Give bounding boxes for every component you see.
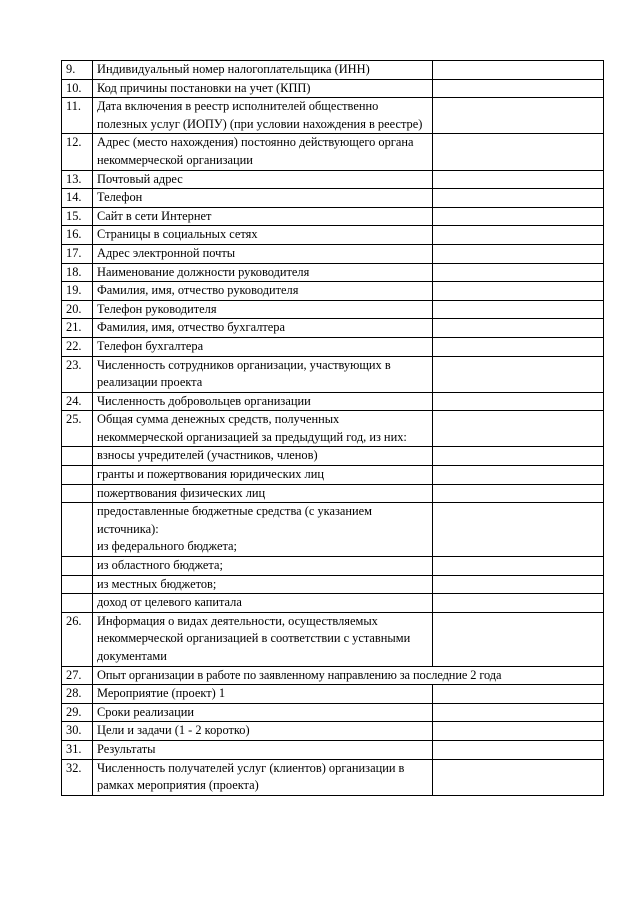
row-number: 22.	[62, 337, 93, 356]
table-row	[62, 189, 604, 208]
value-field[interactable]	[433, 557, 604, 576]
row-number: 12.	[62, 134, 93, 170]
value-field[interactable]	[433, 703, 604, 722]
row-label: Наименование должности руководителя	[93, 263, 433, 282]
table-row	[62, 411, 604, 447]
row-label: Информация о видах деятельности, осуществляемых некоммерческой организацией в соответствии с уставными документами	[93, 612, 433, 666]
row-label: Фамилия, имя, отчество бухгалтера	[93, 319, 433, 338]
table-row	[62, 666, 604, 685]
table-row	[62, 244, 604, 263]
value-field[interactable]	[433, 134, 604, 170]
row-label: доход от целевого капитала	[93, 594, 433, 613]
row-number: 28.	[62, 685, 93, 704]
table-row	[62, 134, 604, 170]
row-number: 13.	[62, 170, 93, 189]
row-number: 9.	[62, 61, 93, 80]
table-row	[62, 356, 604, 392]
value-field[interactable]	[433, 263, 604, 282]
value-field[interactable]	[433, 575, 604, 594]
table-row	[62, 740, 604, 759]
row-number	[62, 575, 93, 594]
row-number: 15.	[62, 207, 93, 226]
table-row	[62, 503, 604, 557]
value-field[interactable]	[433, 740, 604, 759]
row-number: 14.	[62, 189, 93, 208]
row-label: Код причины постановки на учет (КПП)	[93, 79, 433, 98]
table-row	[62, 759, 604, 795]
row-label: гранты и пожертвования юридических лиц	[93, 466, 433, 485]
value-field[interactable]	[433, 466, 604, 485]
row-number	[62, 594, 93, 613]
row-number: 24.	[62, 392, 93, 411]
row-number: 30.	[62, 722, 93, 741]
value-field[interactable]	[433, 685, 604, 704]
row-label: Цели и задачи (1 - 2 коротко)	[93, 722, 433, 741]
row-number: 27.	[62, 666, 93, 685]
row-label: из областного бюджета;	[93, 557, 433, 576]
row-label: из местных бюджетов;	[93, 575, 433, 594]
table-row	[62, 612, 604, 666]
row-label: Мероприятие (проект) 1	[93, 685, 433, 704]
row-number	[62, 557, 93, 576]
value-field[interactable]	[433, 319, 604, 338]
value-field[interactable]	[433, 392, 604, 411]
row-number: 20.	[62, 300, 93, 319]
row-label: Страницы в социальных сетях	[93, 226, 433, 245]
row-label: Телефон руководителя	[93, 300, 433, 319]
row-number: 10.	[62, 79, 93, 98]
value-field[interactable]	[433, 447, 604, 466]
row-label: Численность сотрудников организации, участвующих в реализации проекта	[93, 356, 433, 392]
row-label: Почтовый адрес	[93, 170, 433, 189]
row-label: предоставленные бюджетные средства (с указанием источника): из федерального бюджета;	[93, 503, 433, 557]
table-row	[62, 170, 604, 189]
table-row	[62, 484, 604, 503]
row-label: Численность получателей услуг (клиентов) организации в рамках мероприятия (проекта)	[93, 759, 433, 795]
table-row	[62, 61, 604, 80]
row-label: Телефон	[93, 189, 433, 208]
row-label: Сайт в сети Интернет	[93, 207, 433, 226]
table-row	[62, 447, 604, 466]
value-field[interactable]	[433, 226, 604, 245]
row-number: 23.	[62, 356, 93, 392]
row-number: 18.	[62, 263, 93, 282]
row-number: 25.	[62, 411, 93, 447]
value-field[interactable]	[433, 300, 604, 319]
row-number	[62, 484, 93, 503]
value-field[interactable]	[433, 207, 604, 226]
row-label: Опыт организации в работе по заявленному направлению за последние 2 года	[93, 666, 604, 685]
value-field[interactable]	[433, 411, 604, 447]
row-number: 17.	[62, 244, 93, 263]
table-row	[62, 557, 604, 576]
value-field[interactable]	[433, 170, 604, 189]
row-label: пожертвования физических лиц	[93, 484, 433, 503]
row-label: Адрес (место нахождения) постоянно действующего органа некоммерческой организации	[93, 134, 433, 170]
row-label: Фамилия, имя, отчество руководителя	[93, 282, 433, 301]
row-label: взносы учредителей (участников, членов)	[93, 447, 433, 466]
row-number: 21.	[62, 319, 93, 338]
row-number: 11.	[62, 98, 93, 134]
table-row	[62, 263, 604, 282]
row-number: 29.	[62, 703, 93, 722]
value-field[interactable]	[433, 484, 604, 503]
row-number: 16.	[62, 226, 93, 245]
row-number: 32.	[62, 759, 93, 795]
table-row	[62, 282, 604, 301]
table-row	[62, 79, 604, 98]
value-field[interactable]	[433, 722, 604, 741]
row-number	[62, 503, 93, 557]
value-field[interactable]	[433, 612, 604, 666]
row-number	[62, 466, 93, 485]
table-row	[62, 337, 604, 356]
row-number: 31.	[62, 740, 93, 759]
value-field[interactable]	[433, 503, 604, 557]
table-row	[62, 207, 604, 226]
row-label: Сроки реализации	[93, 703, 433, 722]
row-label: Адрес электронной почты	[93, 244, 433, 263]
table-row	[62, 685, 604, 704]
row-label: Численность добровольцев организации	[93, 392, 433, 411]
table-row	[62, 392, 604, 411]
table-row	[62, 98, 604, 134]
table-row	[62, 226, 604, 245]
table-row	[62, 722, 604, 741]
table-row	[62, 575, 604, 594]
value-field[interactable]	[433, 98, 604, 134]
table-row	[62, 300, 604, 319]
row-number: 26.	[62, 612, 93, 666]
form-table-body	[62, 61, 604, 796]
value-field[interactable]	[433, 189, 604, 208]
value-field[interactable]	[433, 594, 604, 613]
value-field[interactable]	[433, 282, 604, 301]
table-row	[62, 466, 604, 485]
row-number: 19.	[62, 282, 93, 301]
value-field[interactable]	[433, 337, 604, 356]
value-field[interactable]	[433, 356, 604, 392]
row-number	[62, 447, 93, 466]
value-field[interactable]	[433, 244, 604, 263]
row-label: Дата включения в реестр исполнителей общественно полезных услуг (ИОПУ) (при условии нахождения в реестре)	[93, 98, 433, 134]
value-field[interactable]	[433, 759, 604, 795]
row-label: Индивидуальный номер налогоплательщика (ИНН)	[93, 61, 433, 80]
value-field[interactable]	[433, 79, 604, 98]
row-label: Телефон бухгалтера	[93, 337, 433, 356]
application-form-table	[61, 60, 604, 796]
value-field[interactable]	[433, 61, 604, 80]
row-label: Общая сумма денежных средств, полученных некоммерческой организацией за предыдущий год, из них:	[93, 411, 433, 447]
table-row	[62, 319, 604, 338]
table-row	[62, 703, 604, 722]
table-row	[62, 594, 604, 613]
row-label: Результаты	[93, 740, 433, 759]
